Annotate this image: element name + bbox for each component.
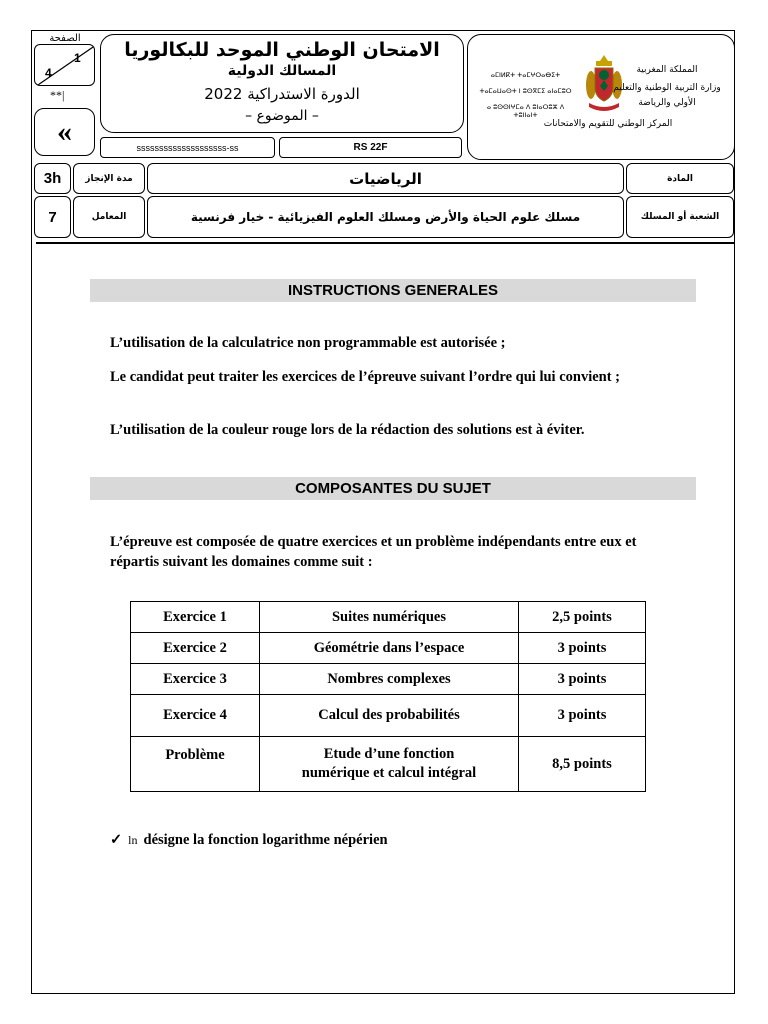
exam-title: الامتحان الوطني الموحد للبكالوريا: [124, 39, 440, 61]
subject-name: الرياضيات: [147, 163, 624, 194]
exercise-points: 3 points: [519, 695, 646, 737]
national-center-name: المركز الوطني للتقويم والامتحانات: [543, 119, 673, 129]
code-mark: **|: [50, 88, 65, 102]
tifinagh-line-3: ⴰ ⵓⵙⵙⵏⵖⵎⴰ ⴷ ⵓⵏⴰⵔⵓⵣ ⴷ ⵜⵓⵏⵏⴰⵏⵜ: [486, 103, 565, 119]
instruction-item: L’utilisation de la calculatrice non programmable est autorisée ;: [110, 335, 506, 351]
ministry-name: وزارة التربية الوطنية والتعليم الأولي والرياضة: [613, 83, 721, 108]
ln-note: [110, 832, 388, 849]
instruction-item: Le candidat peut traiter les exercices de l’épreuve suivant l’ordre qui lui convient ;: [110, 369, 620, 385]
exercise-points: 3 points: [519, 664, 646, 695]
page-total: 4: [45, 66, 52, 80]
exercise-name: Problème: [131, 737, 260, 792]
ln-note-text: désigne la fonction logarithme népérien: [143, 832, 388, 848]
exercise-name: Exercice 4: [131, 695, 260, 737]
exercise-name: Exercice 2: [131, 633, 260, 664]
exam-session: الدورة الاستدراكية 2022: [204, 85, 360, 103]
components-table: [130, 601, 646, 792]
nav-symbol-box: [34, 108, 95, 156]
table-row: [131, 664, 646, 695]
ministry-logo-box: [467, 34, 735, 160]
instructions-title: INSTRUCTIONS GENERALES: [90, 279, 696, 302]
exercise-points: 8,5 points: [519, 737, 646, 792]
exercise-domain: [260, 737, 519, 792]
stream-name: مسلك علوم الحياة والأرض ومسلك العلوم الفيزيائية - خيار فرنسية: [147, 196, 624, 238]
stream-label: الشعبة أو المسلك: [626, 196, 734, 238]
kingdom-name: المملكة المغربية: [636, 65, 698, 75]
exercise-domain: Calcul des probabilités: [260, 695, 519, 737]
page-number-box: [34, 44, 95, 86]
duration-value: 3h: [34, 163, 71, 194]
exercise-domain-line: numérique et calcul intégral: [301, 765, 477, 781]
page-box-diagonal: [35, 45, 95, 86]
checkmark-icon: ✓: [110, 832, 123, 848]
exam-code-right: RS 22F: [279, 137, 462, 158]
table-row: [131, 695, 646, 737]
instruction-item: L’utilisation de la couleur rouge lors de la rédaction des solutions est à éviter.: [110, 422, 585, 438]
table-row: [131, 633, 646, 664]
exam-code-left: ssssssssssssssssssss-ss: [100, 137, 275, 158]
exam-title-box: [100, 34, 464, 133]
exercise-domain: Géométrie dans l’espace: [260, 633, 519, 664]
coefficient-value: 7: [34, 196, 71, 238]
tifinagh-line-2: ⵜⴰⵎⴰⵡⴰⵙⵜ ⵏ ⵓⵙⴳⵎⵉ ⴰⵏⴰⵎⵓⵔ: [479, 87, 572, 95]
exercise-name: Exercice 3: [131, 664, 260, 695]
double-chevron-icon: «: [57, 115, 72, 148]
exercise-name: Exercice 1: [131, 602, 260, 633]
exam-subject-type: – الموضوع –: [245, 108, 319, 124]
components-intro: L’épreuve est composée de quatre exercices et un problème indépendants entre eux et répartis suivant les domaines comme suit :: [110, 534, 637, 570]
exam-tracks: المسالك الدولية: [227, 63, 337, 79]
page-current: 1: [74, 51, 81, 65]
table-row: [131, 602, 646, 633]
page-label: الصفحة: [49, 33, 81, 44]
exercise-domain: Suites numériques: [260, 602, 519, 633]
exercise-points: 2,5 points: [519, 602, 646, 633]
subject-label: المادة: [626, 163, 734, 194]
duration-label: مدة الإنجاز: [73, 163, 145, 194]
tifinagh-line-1: ⴰⵎⵏⵍⴽⵜ ⵜⴰⵎⵖⵔⴰⴱⵉⵜ: [490, 71, 561, 79]
coefficient-label: المعامل: [73, 196, 145, 238]
exercise-domain: Nombres complexes: [260, 664, 519, 695]
ln-symbol: ln: [128, 833, 138, 847]
table-row: [131, 737, 646, 792]
components-title: COMPOSANTES DU SUJET: [90, 477, 696, 500]
exercise-points: 3 points: [519, 633, 646, 664]
header-divider: [36, 242, 734, 244]
exercise-domain-line: Etude d’une fonction: [323, 746, 455, 762]
